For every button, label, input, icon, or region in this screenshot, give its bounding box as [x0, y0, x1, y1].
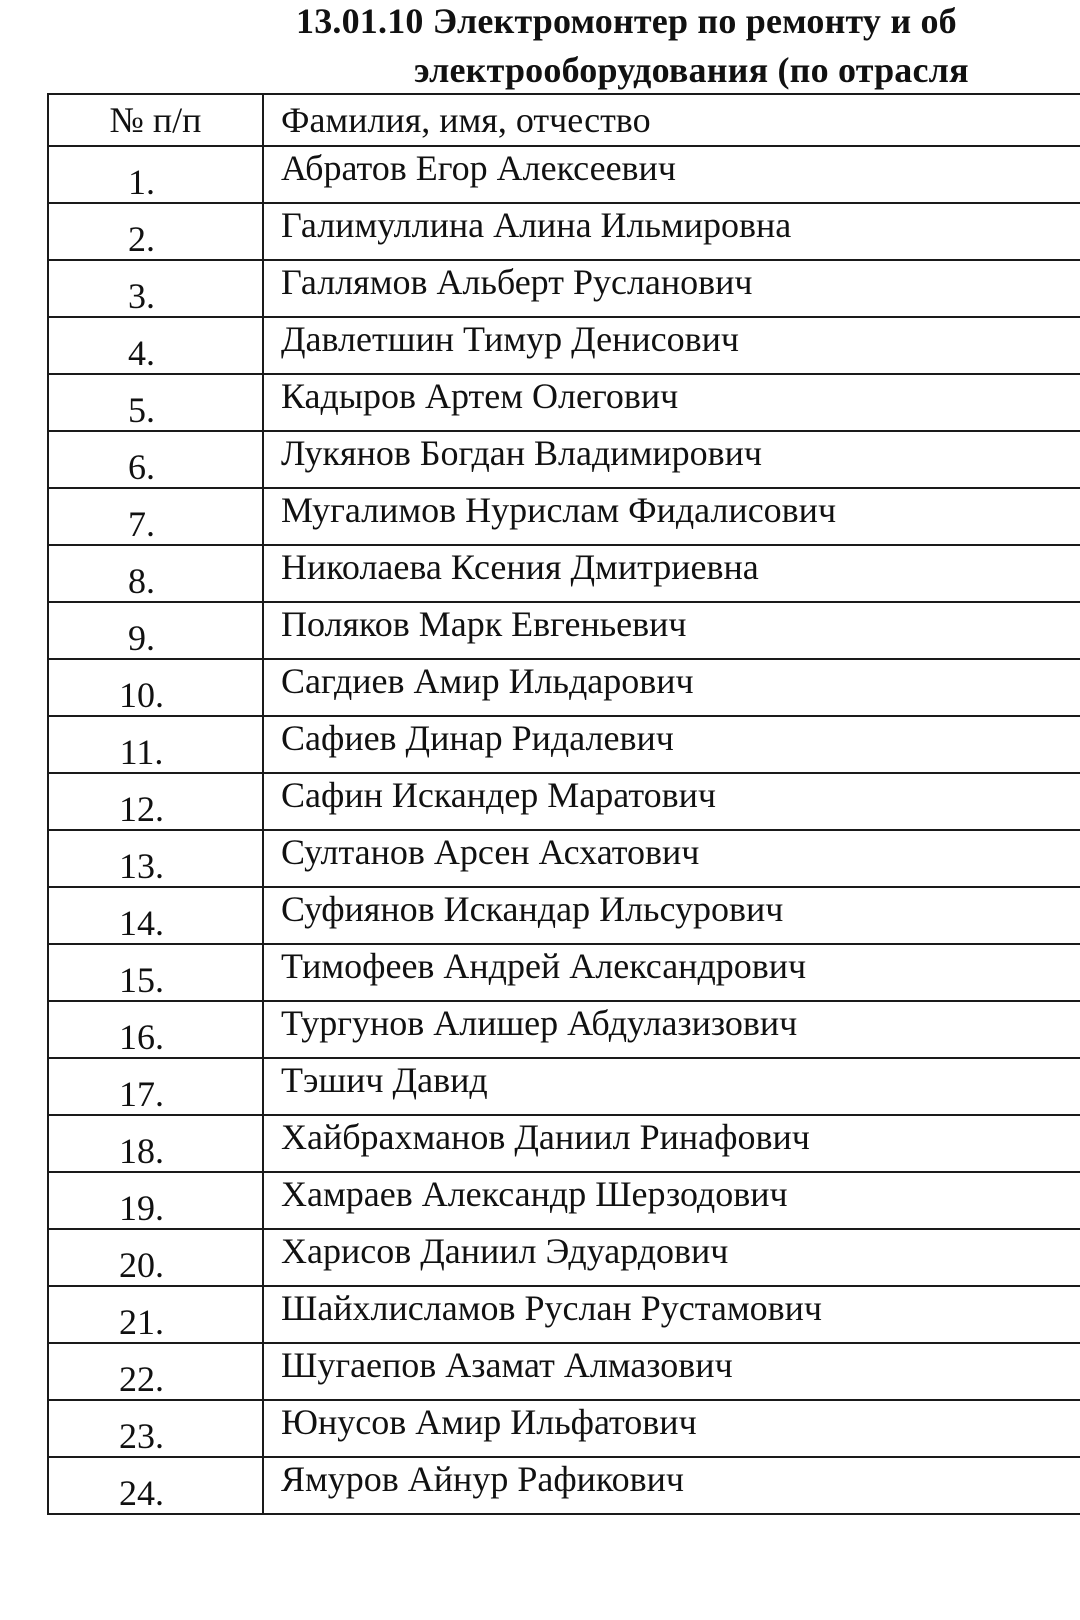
table-row — [48, 830, 1080, 887]
row-number-cell: 18. — [48, 1115, 263, 1172]
row-number-cell: 6. — [48, 431, 263, 488]
table-row — [48, 1400, 1080, 1457]
table-row — [48, 1172, 1080, 1229]
row-number-cell: 17. — [48, 1058, 263, 1115]
row-number-cell: 15. — [48, 944, 263, 1001]
row-number-cell: 19. — [48, 1172, 263, 1229]
table-row — [48, 1457, 1080, 1514]
row-number-cell: 21. — [48, 1286, 263, 1343]
student-name-cell: Шайхлисламов Руслан Рустамович — [263, 1286, 1080, 1343]
header-full-name: Фамилия, имя, отчество — [263, 94, 1080, 146]
table-row — [48, 317, 1080, 374]
row-number-cell: 4. — [48, 317, 263, 374]
row-number-cell: 9. — [48, 602, 263, 659]
row-number-cell: 7. — [48, 488, 263, 545]
row-number-cell: 3. — [48, 260, 263, 317]
row-number-cell: 2. — [48, 203, 263, 260]
row-number-cell: 13. — [48, 830, 263, 887]
table-row — [48, 773, 1080, 830]
table-row — [48, 887, 1080, 944]
student-name-cell: Сагдиев Амир Ильдарович — [263, 659, 1080, 716]
student-name-cell: Николаева Ксения Дмитриевна — [263, 545, 1080, 602]
row-number-cell: 12. — [48, 773, 263, 830]
title-line-1: 13.01.10 Электромонтер по ремонту и об — [296, 1, 957, 41]
row-number-cell: 10. — [48, 659, 263, 716]
table-row — [48, 1229, 1080, 1286]
table-row — [48, 716, 1080, 773]
student-name-cell: Давлетшин Тимур Денисович — [263, 317, 1080, 374]
table-row — [48, 545, 1080, 602]
table-row — [48, 944, 1080, 1001]
student-name-cell: Абратов Егор Алексеевич — [263, 146, 1080, 203]
row-number-cell: 22. — [48, 1343, 263, 1400]
row-number-cell: 24. — [48, 1457, 263, 1514]
student-name-cell: Хамраев Александр Шерзодович — [263, 1172, 1080, 1229]
table-row — [48, 1286, 1080, 1343]
student-name-cell: Ямуров Айнур Рафикович — [263, 1457, 1080, 1514]
table-row — [48, 146, 1080, 203]
row-number-cell: 1. — [48, 146, 263, 203]
student-name-cell: Тимофеев Андрей Александрович — [263, 944, 1080, 1001]
table-row — [48, 1115, 1080, 1172]
student-name-cell: Суфиянов Искандар Ильсурович — [263, 887, 1080, 944]
student-roster-table — [47, 93, 1080, 1515]
table-row — [48, 203, 1080, 260]
student-name-cell: Шугаепов Азамат Алмазович — [263, 1343, 1080, 1400]
row-number-cell: 16. — [48, 1001, 263, 1058]
table-row — [48, 602, 1080, 659]
table-row — [48, 1343, 1080, 1400]
table-row — [48, 659, 1080, 716]
student-name-cell: Сафин Искандер Маратович — [263, 773, 1080, 830]
document-title — [0, 0, 1080, 92]
row-number-cell: 23. — [48, 1400, 263, 1457]
student-name-cell: Галлямов Альберт Русланович — [263, 260, 1080, 317]
row-number-cell: 14. — [48, 887, 263, 944]
student-name-cell: Султанов Арсен Асхатович — [263, 830, 1080, 887]
header-number: № п/п — [48, 94, 263, 146]
student-name-cell: Юнусов Амир Ильфатович — [263, 1400, 1080, 1457]
table-row — [48, 431, 1080, 488]
table-row — [48, 374, 1080, 431]
student-name-cell: Галимуллина Алина Ильмировна — [263, 203, 1080, 260]
student-name-cell: Мугалимов Нурислам Фидалисович — [263, 488, 1080, 545]
student-name-cell: Кадыров Артем Олегович — [263, 374, 1080, 431]
student-name-cell: Хайбрахманов Даниил Ринафович — [263, 1115, 1080, 1172]
table-row — [48, 1058, 1080, 1115]
table-row — [48, 260, 1080, 317]
student-name-cell: Сафиев Динар Ридалевич — [263, 716, 1080, 773]
student-name-cell: Лукянов Богдан Владимирович — [263, 431, 1080, 488]
table-row — [48, 488, 1080, 545]
row-number-cell: 8. — [48, 545, 263, 602]
student-name-cell: Поляков Марк Евгеньевич — [263, 602, 1080, 659]
title-line-2: электрооборудования (по отрасля — [414, 50, 969, 90]
row-number-cell: 5. — [48, 374, 263, 431]
student-name-cell: Харисов Даниил Эдуардович — [263, 1229, 1080, 1286]
table-row — [48, 1001, 1080, 1058]
student-name-cell: Тургунов Алишер Абдулазизович — [263, 1001, 1080, 1058]
row-number-cell: 20. — [48, 1229, 263, 1286]
table-header-row — [48, 94, 1080, 146]
student-name-cell: Тэшич Давид — [263, 1058, 1080, 1115]
row-number-cell: 11. — [48, 716, 263, 773]
